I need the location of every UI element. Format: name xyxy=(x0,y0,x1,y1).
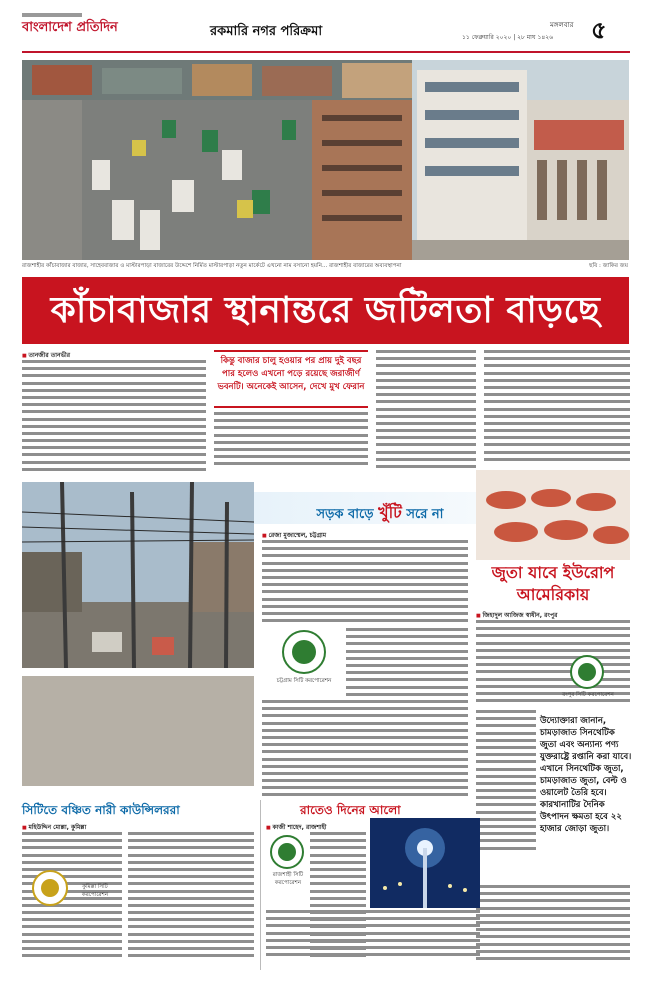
masthead-rule xyxy=(22,51,630,53)
main-headline: কাঁচাবাজার স্থানান্তরে জটিলতা বাড়ছে xyxy=(22,277,629,344)
chattogram-logo-label: চট্টগ্রাম সিটি করপোরেশন xyxy=(276,678,332,684)
road-story-byline: ■ রেজা মুজাম্মেল, চট্টগ্রাম xyxy=(262,530,326,541)
road-title-emphasis: খুঁটি xyxy=(378,503,402,522)
shoes-story-col-2 xyxy=(476,710,536,850)
page-day: মঙ্গলবার xyxy=(550,21,574,29)
pull-quote: কিন্তু বাজার চালু হওয়ার পর প্রায় দুই বছর পার হলেও এখনো পড়ে রয়েছে জরাজীর্ণ ভবনটি। অনেকেই আসেন, দেখে মুখ ফেরান xyxy=(214,350,368,408)
main-story-col-4 xyxy=(484,350,630,462)
road-title-part2: সরে না xyxy=(406,507,444,522)
main-story-col-1 xyxy=(22,360,206,472)
column-divider xyxy=(260,800,261,970)
road-story-title xyxy=(270,500,490,522)
section-title: রকমারি নগর পরিক্রমা xyxy=(210,24,323,39)
night-lights-photo xyxy=(370,818,480,908)
page-date: ১১ ফেব্রুয়ারি ২০২০ | ২৮ মাঘ ১৪২৬ xyxy=(462,34,554,41)
women-story-byline: ■ মহিউদ্দিন মোল্লা, কুমিল্লা xyxy=(22,822,86,833)
light-story-col-2 xyxy=(266,910,480,964)
shoes-story-byline: ■ জিহাদুল আজিজ স্বাধীন, রংপুর xyxy=(476,610,557,621)
road-title-part1: সড়ক বাড়ে xyxy=(316,507,374,522)
road-story-col-4 xyxy=(22,676,254,796)
rajshahi-city-corporation-logo xyxy=(270,835,304,869)
women-story-title: সিটিতে বঞ্চিত নারী কাউন্সিলররা xyxy=(22,803,180,817)
shoes-photo xyxy=(476,470,630,560)
light-story-title: রাতেও দিনের আলো xyxy=(300,803,401,817)
cumilla-city-corporation-logo xyxy=(32,870,68,906)
women-story-col-2 xyxy=(128,832,254,962)
masthead xyxy=(0,0,650,56)
cumilla-logo-label: কুমিল্লা সিটি করপোরেশন xyxy=(81,884,109,898)
main-story-col-2 xyxy=(214,412,368,472)
logo-tagline-bar xyxy=(22,13,82,17)
newspaper-logo: বাংলাদেশ প্রতিদিন xyxy=(22,20,118,35)
photo-caption: রাজশাহীর কাঁচাবাজার বাজার, সাহেববাজার ও মাস্টারপাড়া বাজারের উদ্দেশে নির্মিত মাস্টারপাড়া নতুন মার্কেটে এখনো নাম বসানো হয়নি... রাজশাহীর বাজারের অব্যবস্থাপনা xyxy=(22,263,402,269)
road-poles-photo xyxy=(22,482,254,668)
rangpur-city-corporation-logo xyxy=(570,655,604,689)
shoes-story-col-3 xyxy=(476,885,630,963)
rajshahi-logo-label: রাজশাহী সিটি করপোরেশন xyxy=(272,872,304,886)
main-story-byline: ■ তানজীর তানভীর xyxy=(22,350,70,361)
rangpur-logo-label: রংপুর সিটি করপোরেশন xyxy=(562,692,614,698)
shoes-pull-quote: উদ্যোক্তারা জানান, চামড়াজাত সিনথেটিক জুতা এবং অন্যান্য পণ্য যুক্তরাষ্ট্রে রপ্তানি করা যাবে। এখানে সিনথেটিক জুতা, চামড়াজাত জুতা, বেল্ট ও ওয়ালেট তৈরি হবে। কারখানাটির দৈনিক উৎপাদন ক্ষমতা হবে ২২ হাজার জোড়া জুতা। xyxy=(540,716,632,834)
page-number: ৫ xyxy=(591,16,607,44)
road-story-col-2 xyxy=(346,628,468,696)
shoes-story-title: জুতা যাবে ইউরোপ আমেরিকায় xyxy=(491,563,615,604)
road-story-col-1 xyxy=(262,540,468,622)
main-story-col-3 xyxy=(376,350,476,472)
road-story-col-3 xyxy=(262,700,468,796)
market-photo xyxy=(22,60,629,260)
photo-credit: ছবি : জাকির জয় xyxy=(585,262,628,271)
light-story-byline: ■ কাজী শাহেদ, রাজশাহী xyxy=(266,822,327,833)
chattogram-city-corporation-logo xyxy=(282,630,326,674)
